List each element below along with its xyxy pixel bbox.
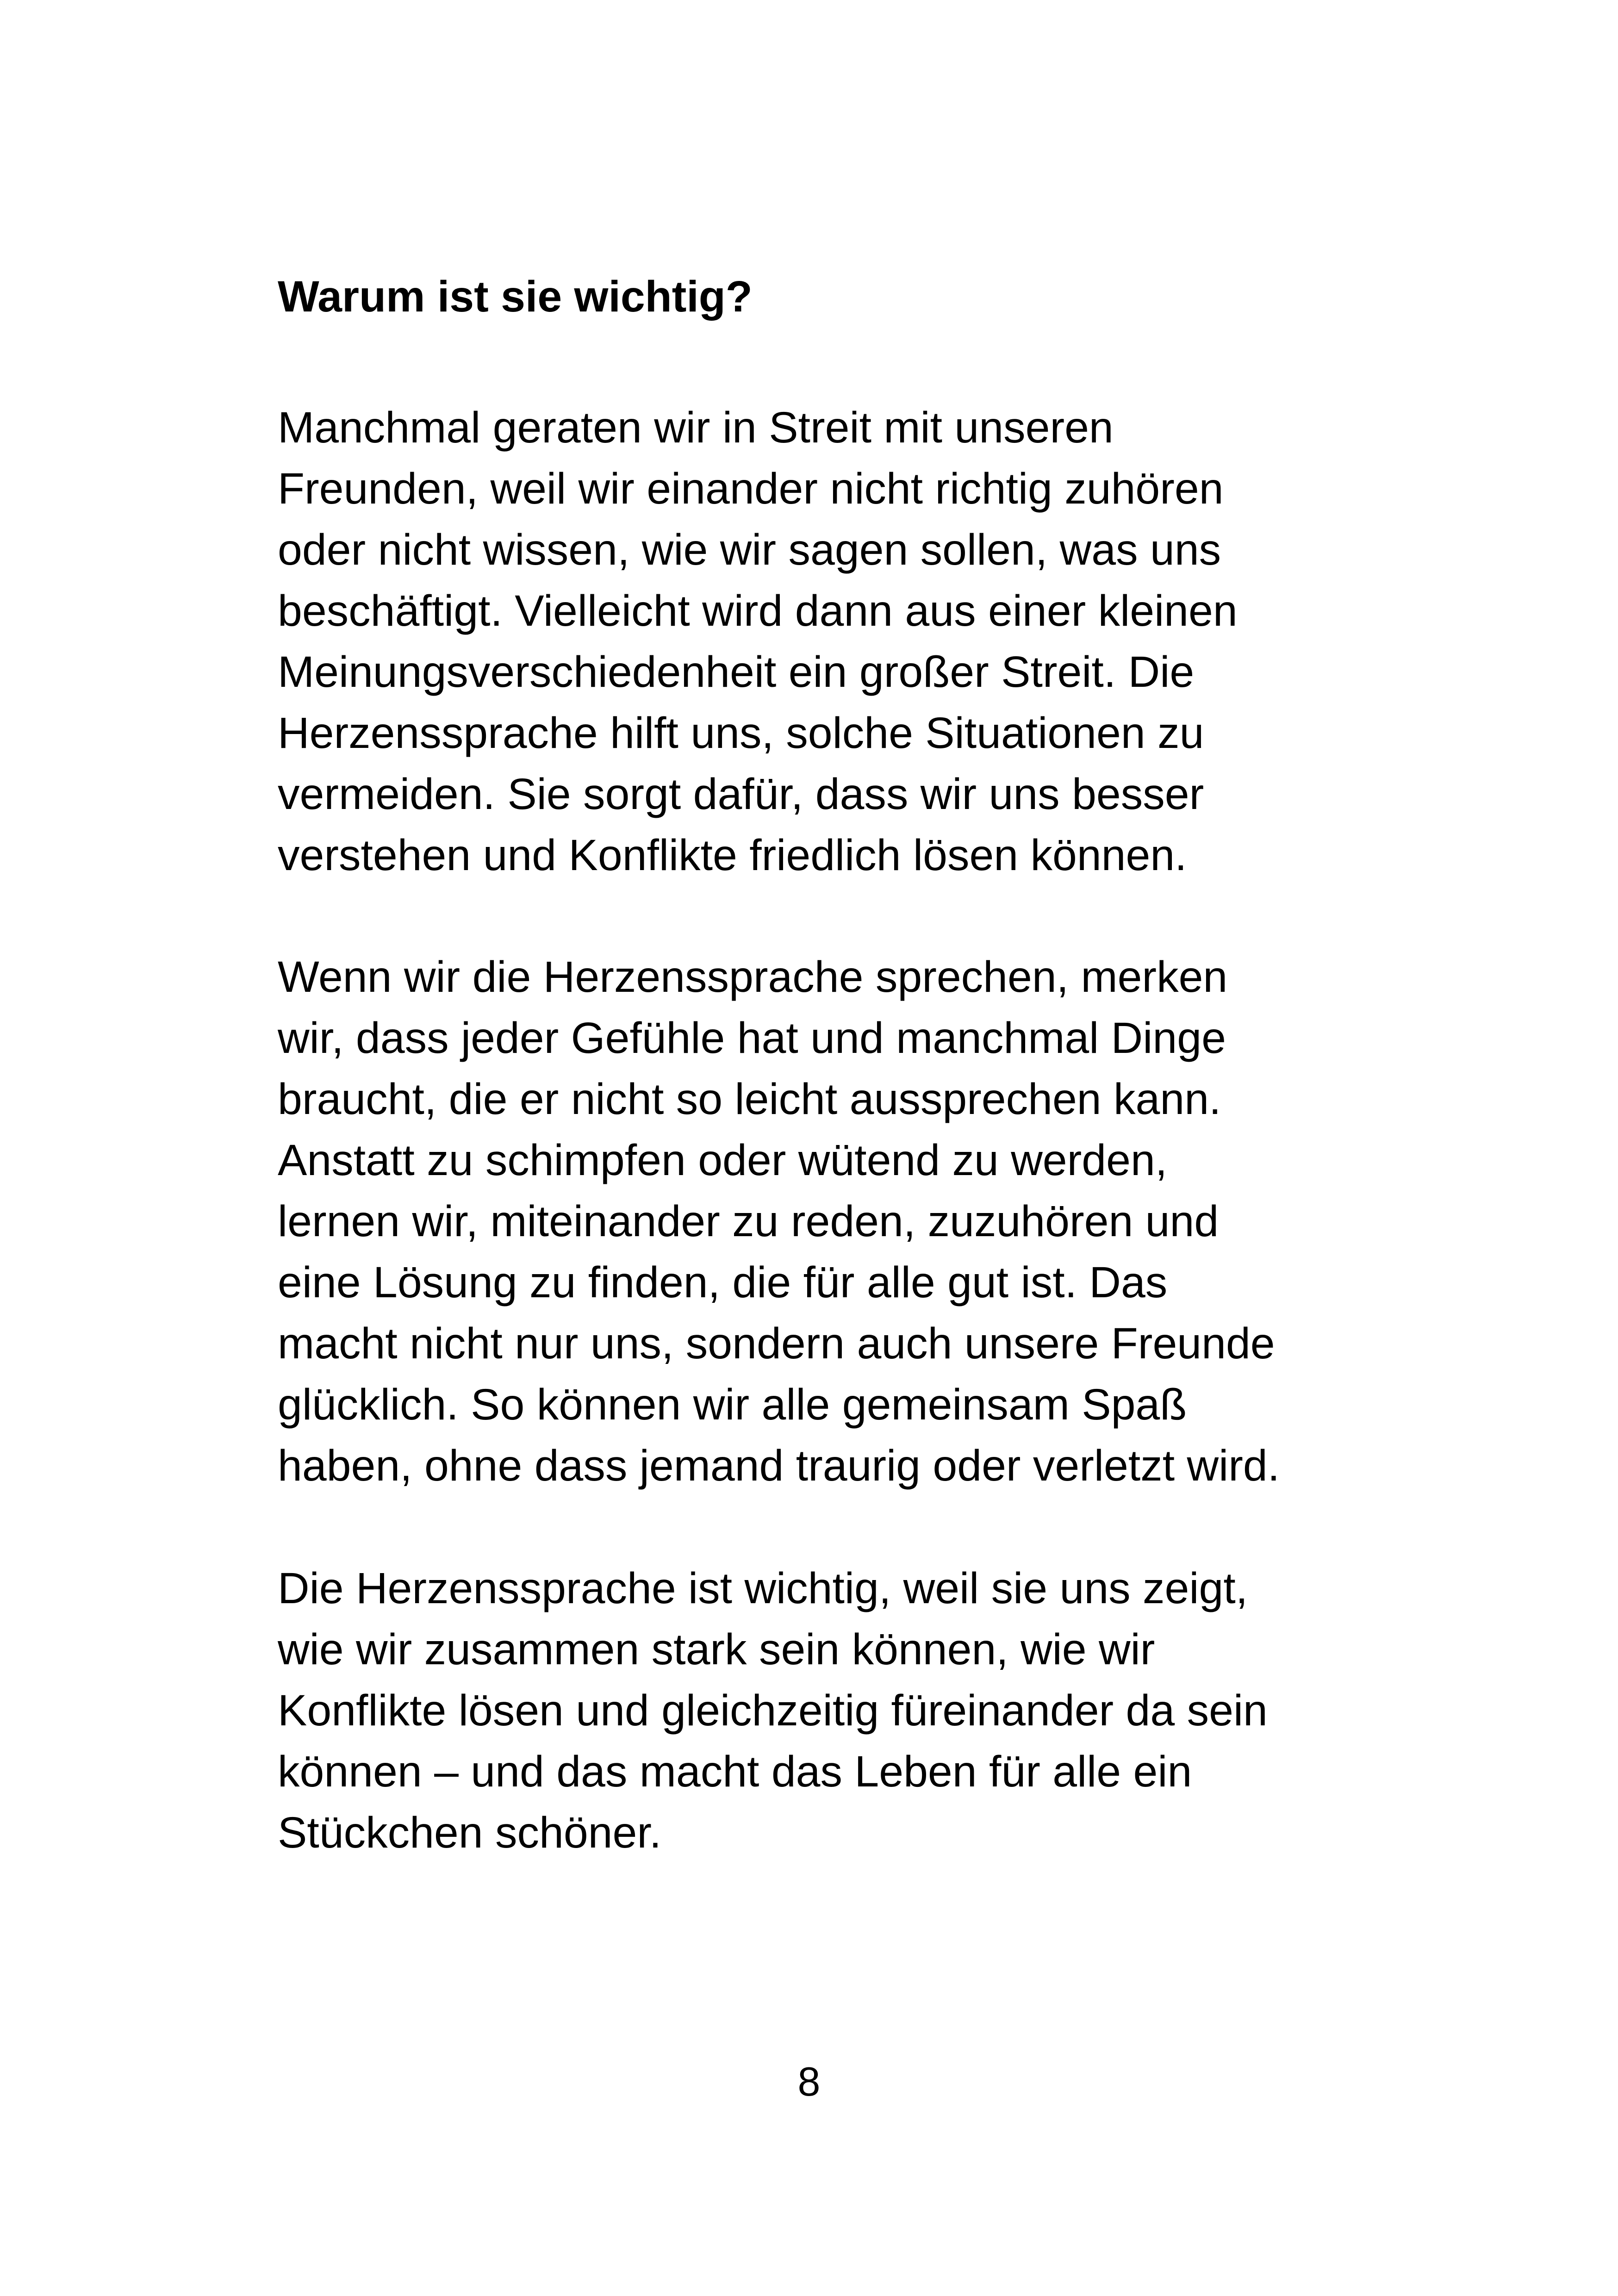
text-line: wie wir zusammen stark sein können, wie wir — [278, 1625, 1155, 1674]
text-line: glücklich. So können wir alle gemeinsam Spaß — [278, 1380, 1187, 1429]
text-line: verstehen und Konflikte friedlich lösen können. — [278, 831, 1187, 880]
text-line: Manchmal geraten wir in Streit mit unseren — [278, 403, 1114, 452]
text-line: können – und das macht das Leben für alle ein — [278, 1747, 1192, 1796]
text-line: braucht, die er nicht so leicht aussprechen kann. — [278, 1075, 1221, 1124]
text-line: beschäftigt. Vielleicht wird dann aus einer kleinen — [278, 586, 1238, 635]
text-line: vermeiden. Sie sorgt dafür, dass wir uns besser — [278, 770, 1204, 819]
text-line: macht nicht nur uns, sondern auch unsere Freunde — [278, 1319, 1275, 1368]
page-number: 8 — [797, 2059, 821, 2104]
text-line: Freunden, weil wir einander nicht richtig zuhören — [278, 464, 1224, 513]
text-line: Konflikte lösen und gleichzeitig füreinander da sein — [278, 1686, 1268, 1735]
text-line: eine Lösung zu finden, die für alle gut ist. Das — [278, 1258, 1168, 1307]
text-line: lernen wir, miteinander zu reden, zuzuhören und — [278, 1197, 1219, 1246]
text-line: oder nicht wissen, wie wir sagen sollen, was uns — [278, 525, 1221, 574]
text-line: Die Herzenssprache ist wichtig, weil sie uns zeigt, — [278, 1564, 1248, 1613]
text-line: wir, dass jeder Gefühle hat und manchmal Dinge — [278, 1014, 1226, 1063]
section-heading: Warum ist sie wichtig? — [278, 272, 753, 321]
text-line: Wenn wir die Herzenssprache sprechen, merken — [278, 952, 1228, 1002]
text-line: Stückchen schöner. — [278, 1808, 662, 1857]
text-line: Anstatt zu schimpfen oder wütend zu werden, — [278, 1136, 1168, 1185]
text-line: Herzenssprache hilft uns, solche Situationen zu — [278, 709, 1204, 758]
text-line: haben, ohne dass jemand traurig oder verletzt wird. — [278, 1441, 1280, 1490]
text-line: Meinungsverschiedenheit ein großer Streit. Die — [278, 647, 1195, 697]
